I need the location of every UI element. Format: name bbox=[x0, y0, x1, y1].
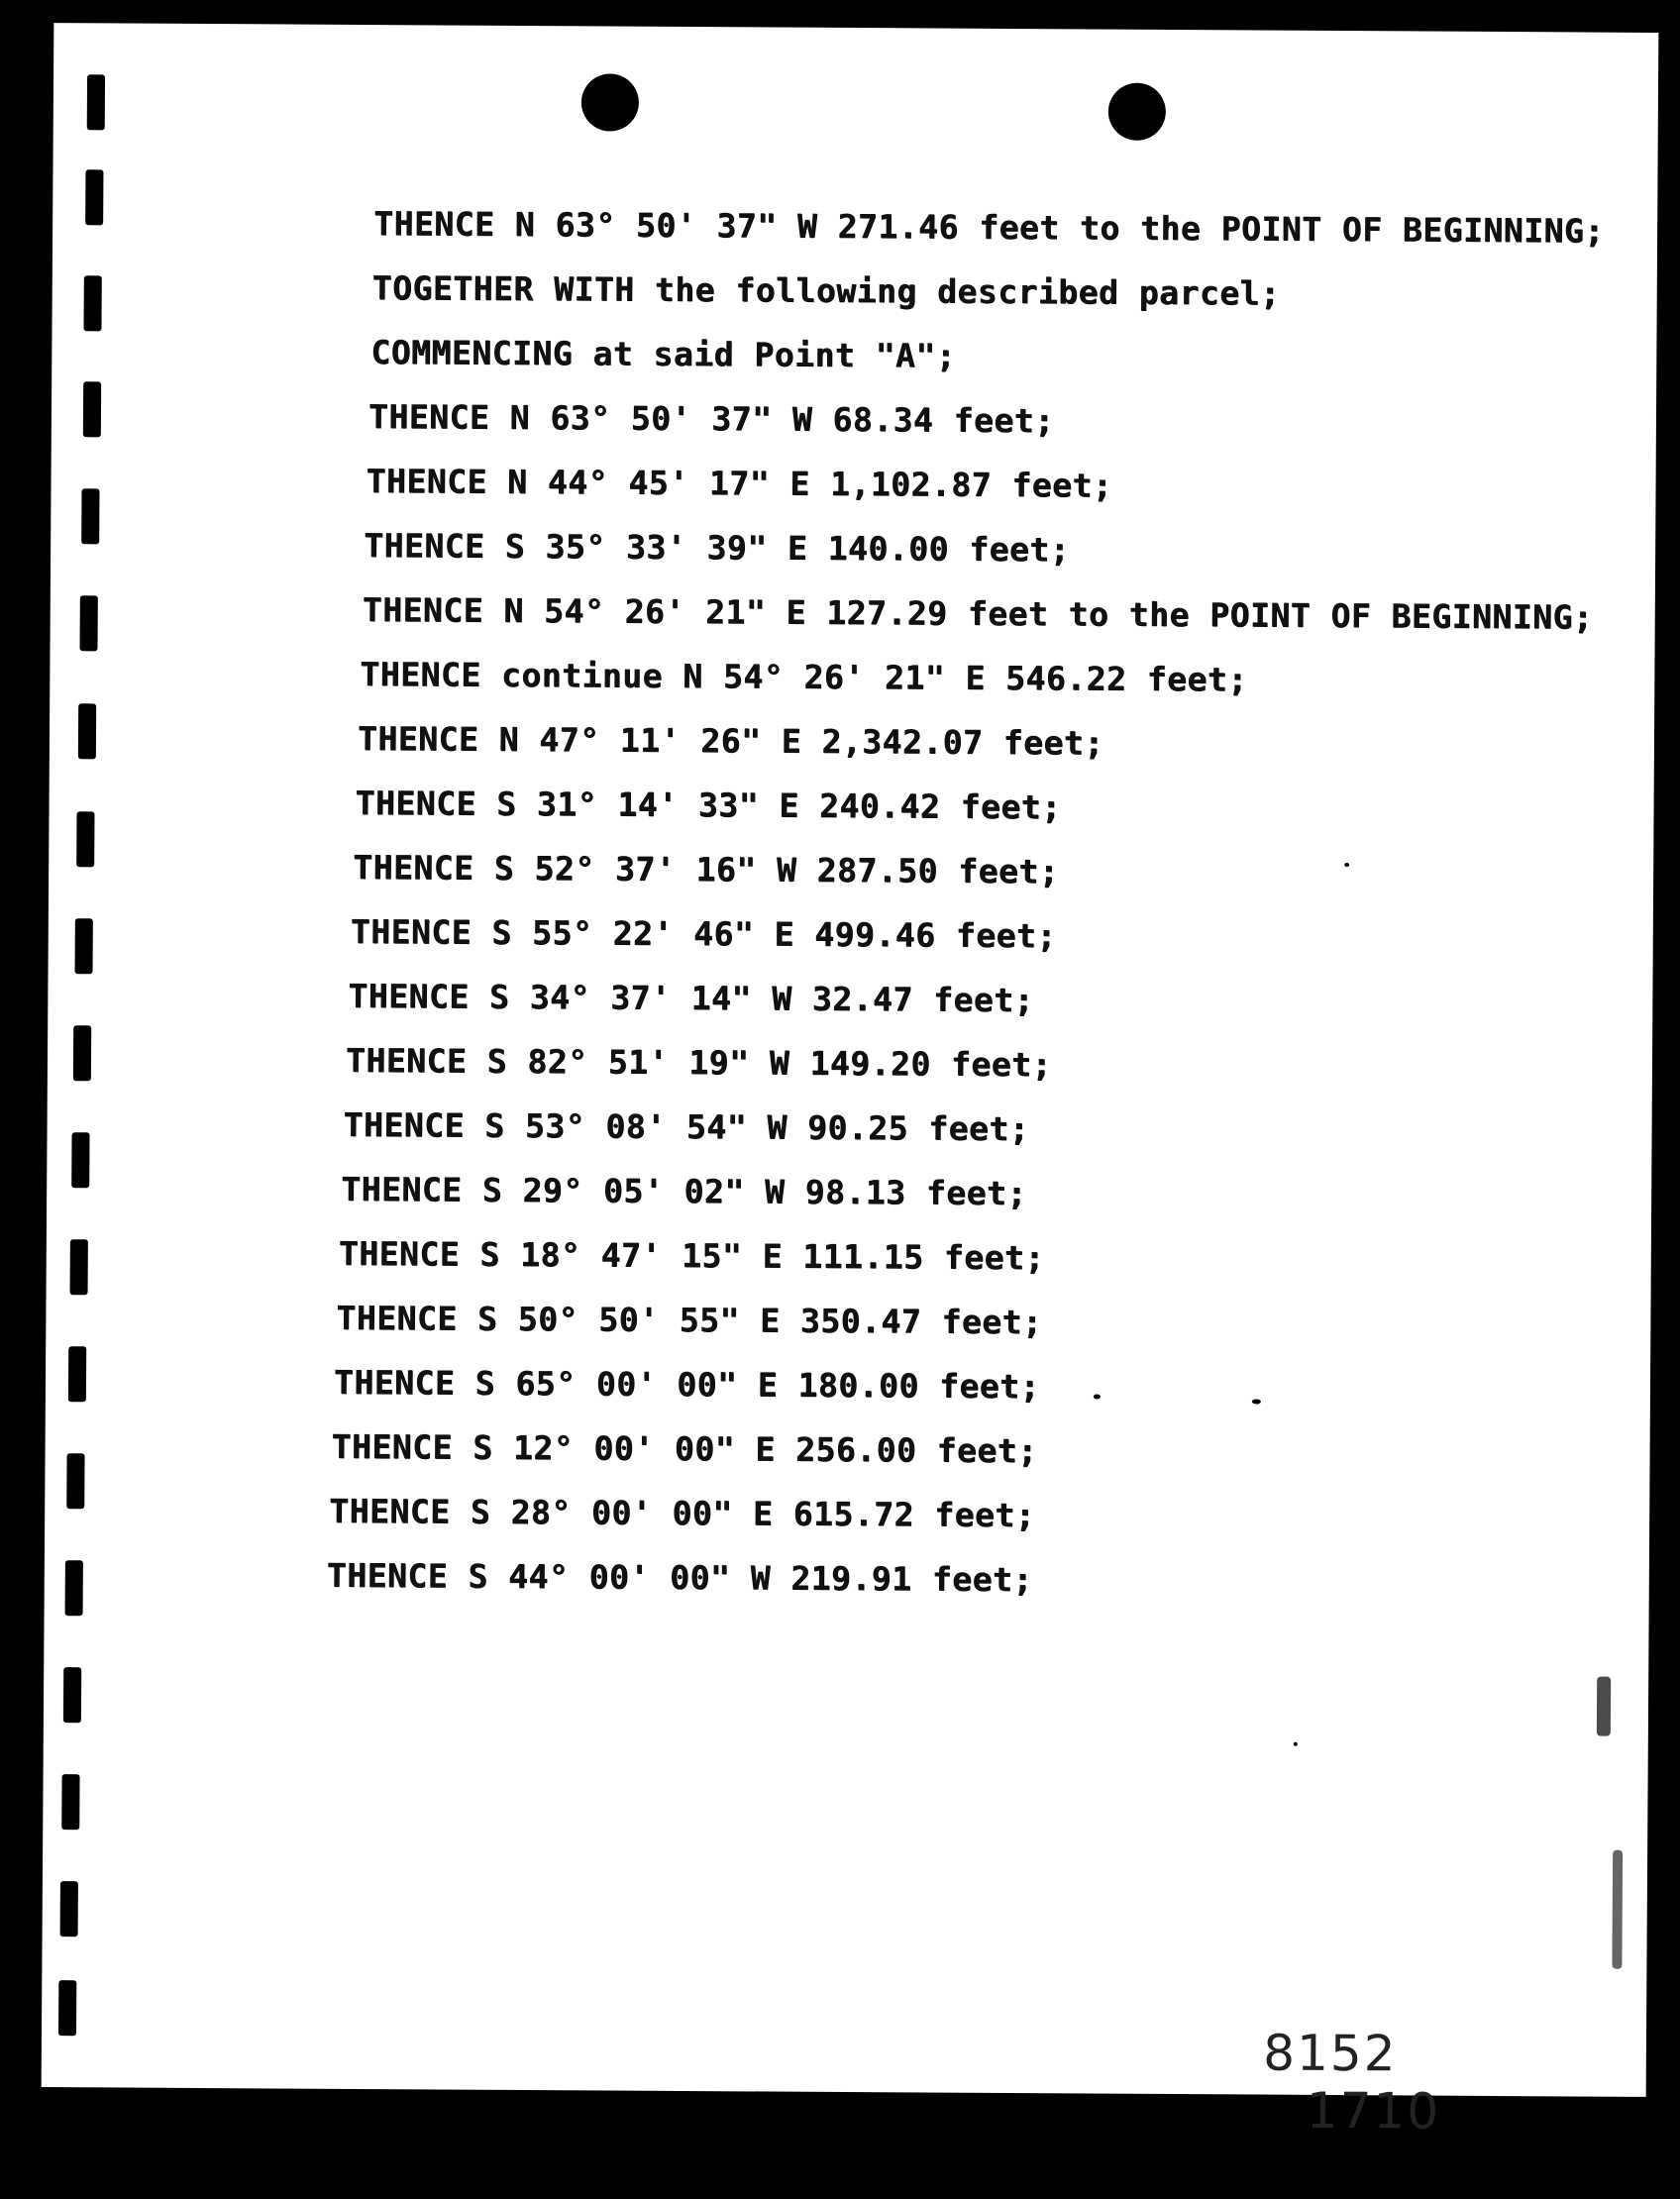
text-line: THENCE N 44° 45' 17" E 1,102.87 feet; bbox=[366, 462, 1113, 505]
text-line: THENCE S 53° 08' 54" W 90.25 feet; bbox=[343, 1104, 1030, 1149]
scan-speck bbox=[1252, 1399, 1261, 1404]
feed-hole-mark bbox=[58, 1980, 76, 2036]
feed-hole-mark bbox=[85, 169, 103, 225]
text-line: THENCE S 44° 00' 00" W 219.91 feet; bbox=[326, 1555, 1033, 1600]
feed-hole-mark bbox=[83, 381, 101, 437]
feed-hole-mark bbox=[81, 488, 99, 544]
feed-hole-mark bbox=[78, 703, 96, 759]
text-line: THENCE S 55° 22' 46" E 499.46 feet; bbox=[350, 911, 1057, 956]
feed-hole-mark bbox=[70, 1239, 88, 1295]
text-line: THENCE S 28° 00' 00" E 615.72 feet; bbox=[329, 1491, 1036, 1535]
feed-hole-mark bbox=[73, 1025, 91, 1081]
scan-speck bbox=[1597, 1677, 1611, 1736]
text-line: THENCE S 52° 37' 16" W 287.50 feet; bbox=[353, 847, 1060, 891]
text-line: THENCE S 82° 51' 19" W 149.20 feet; bbox=[345, 1040, 1052, 1085]
text-line: THENCE S 65° 00' 00" E 180.00 feet; bbox=[333, 1362, 1040, 1407]
text-line: THENCE S 50° 50' 55" E 350.47 feet; bbox=[336, 1298, 1043, 1342]
feed-hole-mark bbox=[76, 811, 94, 867]
punch-hole-left bbox=[581, 73, 639, 131]
scan-speck bbox=[1344, 863, 1349, 867]
feed-hole-mark bbox=[87, 74, 105, 130]
punch-hole-right bbox=[1108, 83, 1166, 141]
text-line: THENCE N 47° 11' 26" E 2,342.07 feet; bbox=[357, 718, 1104, 763]
feed-hole-mark bbox=[66, 1453, 84, 1509]
feed-hole-mark bbox=[63, 1667, 81, 1723]
feed-hole-mark bbox=[60, 1881, 78, 1937]
text-line: THENCE S 29° 05' 02" W 98.13 feet; bbox=[341, 1169, 1027, 1213]
text-line: THENCE N 54° 26' 21" E 127.29 feet to the POINT OF BEGINNING; bbox=[362, 589, 1594, 637]
feed-hole-mark bbox=[68, 1346, 86, 1402]
text-line: COMMENCING at said Point "A"; bbox=[370, 333, 957, 375]
text-line: THENCE S 35° 33' 39" E 140.00 feet; bbox=[364, 525, 1071, 570]
text-line: THENCE S 31° 14' 33" E 240.42 feet; bbox=[355, 783, 1062, 827]
tractor-feed-strip bbox=[53, 23, 1658, 33]
scan-speck bbox=[1612, 1850, 1623, 1969]
scan-speck bbox=[1294, 1742, 1298, 1746]
text-line: THENCE S 18° 47' 15" E 111.15 feet; bbox=[338, 1233, 1045, 1278]
scan-speck bbox=[1094, 1395, 1101, 1400]
text-line: THENCE N 63° 50' 37" W 68.34 feet; bbox=[368, 397, 1055, 441]
feed-hole-mark bbox=[65, 1560, 83, 1616]
feed-hole-mark bbox=[80, 595, 98, 651]
feed-hole-mark bbox=[83, 275, 101, 331]
book-number: 8152 bbox=[1263, 2024, 1398, 2083]
feed-hole-mark bbox=[75, 918, 93, 974]
legal-description-text bbox=[302, 191, 1605, 1616]
document-sheet bbox=[42, 23, 1659, 2141]
text-line: THENCE N 63° 50' 37" W 271.46 feet to the POINT OF BEGINNING; bbox=[373, 204, 1605, 251]
text-line: THENCE continue N 54° 26' 21" E 546.22 feet; bbox=[360, 654, 1248, 699]
page-number: 1710 bbox=[1306, 2081, 1441, 2141]
page-number-footer bbox=[1156, 1966, 1441, 2198]
text-line: TOGETHER WITH the following described parcel; bbox=[371, 268, 1281, 313]
text-line: THENCE S 34° 37' 14" W 32.47 feet; bbox=[348, 976, 1035, 1020]
feed-hole-mark bbox=[71, 1132, 89, 1188]
feed-hole-mark bbox=[61, 1774, 79, 1830]
text-line: THENCE S 12° 00' 00" E 256.00 feet; bbox=[331, 1426, 1038, 1471]
